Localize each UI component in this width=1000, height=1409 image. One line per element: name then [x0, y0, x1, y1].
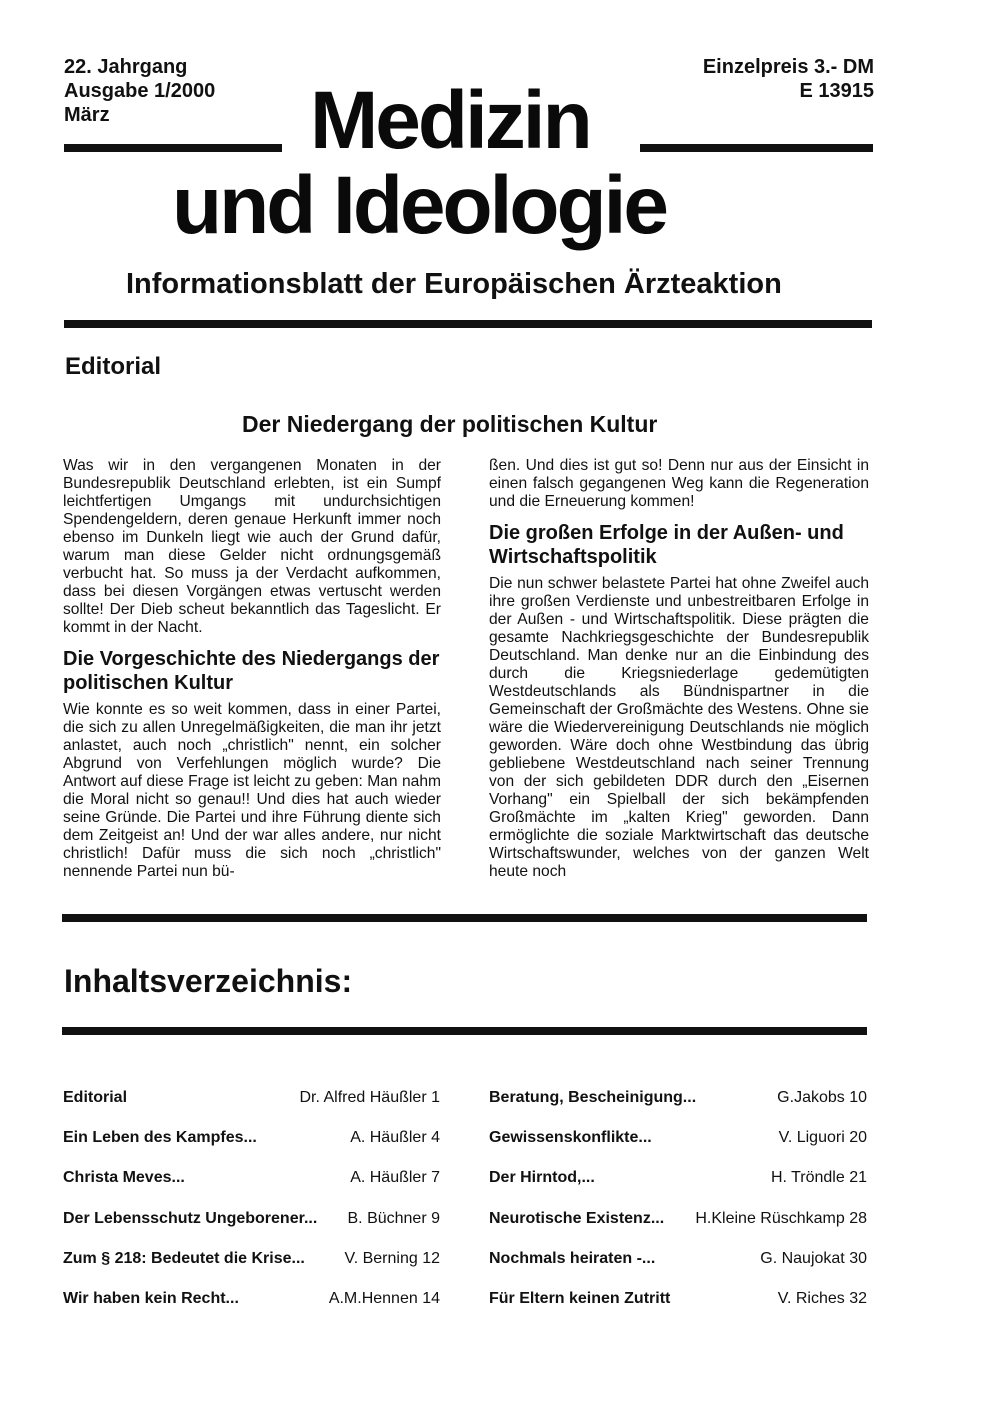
toc-entry-author-page: H.Kleine Rüschkamp 28: [695, 1210, 867, 1227]
article-subheading: Die großen Erfolge in der Außen- und Wirtschaftspolitik: [489, 522, 844, 568]
volume-label: 22. Jahrgang: [64, 56, 188, 78]
masthead-left: [64, 55, 215, 127]
toc-entry[interactable]: [489, 1167, 867, 1189]
article-title: Der Niedergang der politischen Kultur: [242, 411, 658, 437]
article-paragraph: Die nun schwer belastete Partei hat ohne Zweifel auch ihre großen Verdienste und unbestreitbaren Erfolge in der Außen - und Wirtschaftspolitik. Diese prägten die gesamte Nachkriegsgeschichte der Bundesrepublik Deutschland. Man denke nur an die Einbindung des durch die Kriegsniederlage gedemütigten Westdeutschlands als Bündnispartner in die Gemeinschaft der Großmächte des Westens. Ohne sie wäre die Wiedervereinigung Deutschlands nie möglich geworden. Wäre doch ohne Westbindung das übrig gebliebene Westdeutschland nach seiner Trennung von der sich gebildeten DDR durch den „Eisernen Vorhang" ein Spielball der sich bekämpfenden Großmächte im „kalten Krieg" geworden. Dann ermöglichte die soziale Marktwirtschaft das deutsche Wirtschaftswunder, welches von der ganzen Welt heute noch: [489, 575, 869, 880]
toc-entry-title: Der Hirntod,...: [489, 1169, 595, 1186]
toc-entry-title: Christa Meves...: [63, 1169, 185, 1186]
article-column-right: [489, 457, 869, 881]
toc-entry[interactable]: [489, 1288, 867, 1310]
toc-entry-author-page: V. Berning 12: [344, 1250, 440, 1267]
toc-entry-author-page: A. Häußler 7: [350, 1169, 440, 1186]
title-rule-left: [64, 144, 282, 152]
toc-entry[interactable]: [63, 1288, 440, 1310]
toc-entry[interactable]: [489, 1127, 867, 1149]
masthead-title-line1: Medizin: [310, 75, 590, 166]
section-heading-editorial: Editorial: [65, 353, 162, 380]
masthead-title-line2: und Ideologie: [172, 160, 666, 251]
month-label: März: [64, 104, 110, 126]
article-subheading: Die Vorgeschichte des Niedergangs der politischen Kultur: [63, 648, 440, 694]
toc-entry-author-page: H. Tröndle 21: [770, 1169, 867, 1186]
toc-entry-title: Beratung, Bescheinigung...: [489, 1089, 697, 1106]
toc-entry[interactable]: [63, 1248, 440, 1270]
toc-entry[interactable]: [489, 1087, 867, 1109]
toc-entry-title: Nochmals heiraten -...: [489, 1250, 656, 1267]
toc-entry[interactable]: [63, 1167, 440, 1189]
toc-entry-author-page: G. Naujokat 30: [760, 1250, 867, 1267]
toc-entry[interactable]: [63, 1087, 440, 1109]
toc-entry-title: Zum § 218: Bedeutet die Krise...: [63, 1250, 305, 1267]
article-paragraph: Wie konnte es so weit kommen, dass in einer Partei, die sich zu allen Unregelmäßigkeiten, die man ihr jetzt anlastet, auch noch „christlich" nennt, ein solcher Abgrund von Verfehlungen möglich wurde? Die Antwort auf diese Frage ist leicht zu geben: Man nahm die Moral nicht so genau!! Und dies hat auch wieder seine Gründe. Die Partei und ihre Führung diente sich dem Zeitgeist an! Und der war alles andere, nur nicht christlich! Dafür muss die sich noch „christlich" nennende Partei nun bü-: [63, 701, 441, 880]
publication-code: E 13915: [799, 80, 874, 102]
article-end-divider: [62, 914, 867, 922]
toc-entry-title: Gewissenskonflikte...: [489, 1129, 652, 1146]
toc-entry[interactable]: [489, 1208, 867, 1230]
toc-entry-author-page: A.M.Hennen 14: [328, 1290, 440, 1307]
toc-entry-title: Der Lebensschutz Ungeborener...: [63, 1210, 318, 1227]
title-rule-right: [640, 144, 873, 152]
toc-entry-author-page: G.Jakobs 10: [777, 1089, 867, 1106]
toc-entry-title: Ein Leben des Kampfes...: [63, 1129, 257, 1146]
article-paragraph: ßen. Und dies ist gut so! Denn nur aus der Einsicht in einen falsch gegangenen Weg kann die Regeneration und die Erneuerung kommen!: [489, 457, 869, 510]
masthead-right: [703, 55, 874, 103]
toc-entry-title: Für Eltern keinen Zutritt: [489, 1290, 671, 1307]
toc-heading: Inhaltsverzeichnis:: [64, 963, 353, 999]
toc-entry-title: Wir haben kein Recht...: [63, 1290, 239, 1307]
toc-entry[interactable]: [63, 1127, 440, 1149]
issue-label: Ausgabe 1/2000: [64, 80, 216, 102]
toc-entry-author-page: Dr. Alfred Häußler 1: [299, 1089, 440, 1106]
price-label: Einzelpreis 3.- DM: [702, 56, 874, 78]
article-column-left: [63, 457, 441, 881]
toc-entry[interactable]: [63, 1208, 440, 1230]
toc-entry-author-page: V. Riches 32: [777, 1290, 867, 1307]
toc-entry-author-page: A. Häußler 4: [350, 1129, 440, 1146]
toc-entry-author-page: B. Büchner 9: [347, 1210, 440, 1227]
toc-entry-title: Editorial: [63, 1089, 128, 1106]
masthead-subtitle: Informationsblatt der Europäischen Ärzteaktion: [126, 268, 782, 300]
toc-entry-title: Neurotische Existenz...: [489, 1210, 665, 1227]
toc-divider: [62, 1027, 867, 1035]
toc-entry[interactable]: [489, 1248, 867, 1270]
article-paragraph: Was wir in den vergangenen Monaten in der Bundesrepublik Deutschland erlebten, ist ein Sumpf leichtfertigen Umgangs mit undurchsichtigen Spendengeldern, deren genaue Herkunft immer noch ebenso im Dunkeln liegt wie auch der Grund dafür, warum man diese Gelder nicht ordnungsgemäß verbucht hat. So muss ja der Verdacht aufkommen, dass bei diesen Vorgängen etwas vertuscht werden sollte! Der Dieb scheut bekanntlich das Tageslicht. Er kommt in der Nacht.: [63, 457, 441, 636]
toc-entry-author-page: V. Liguori 20: [778, 1129, 867, 1146]
masthead-divider: [64, 320, 872, 328]
